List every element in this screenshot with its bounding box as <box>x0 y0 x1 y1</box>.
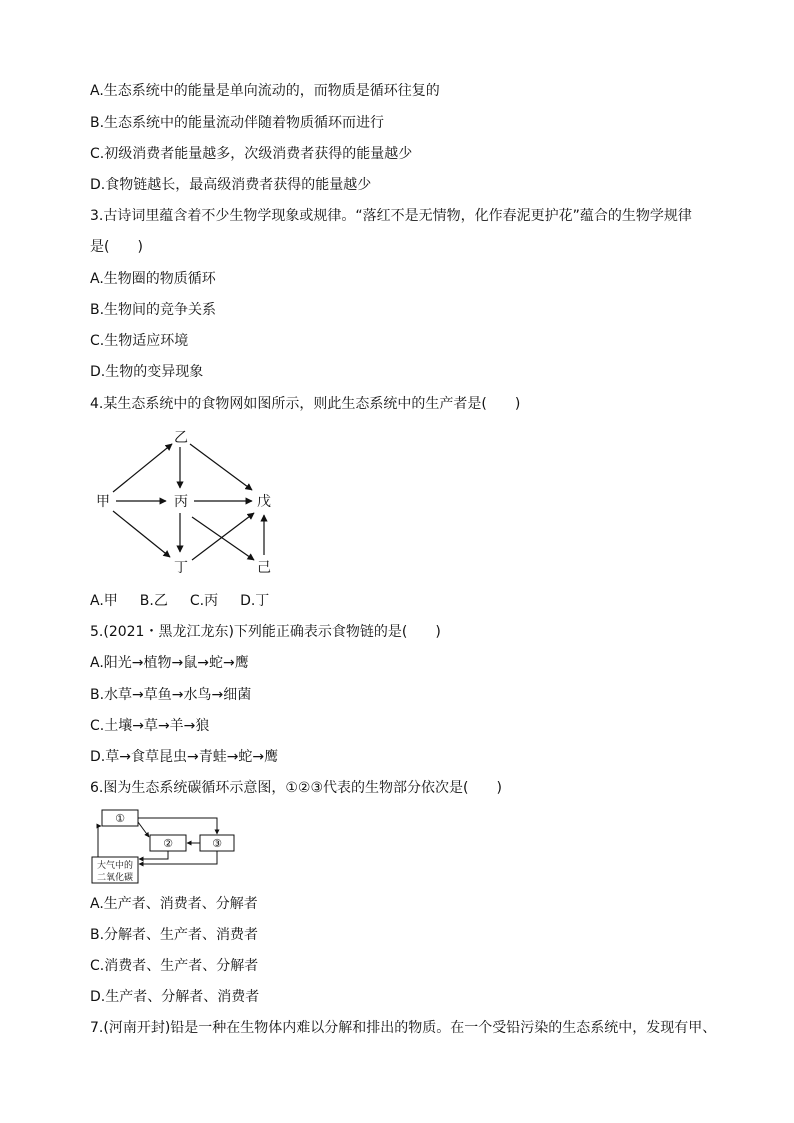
q3-option-a: A.生物圈的物质循环 <box>90 271 216 287</box>
q2-option-b: B.生态系统中的能量流动伴随着物质循环而进行 <box>90 115 385 131</box>
arrow-3-co2 <box>139 851 217 864</box>
node-wu: 戊 <box>257 494 271 510</box>
q5-stem: 5.(2021・黑龙江龙东)下列能正确表示食物链的是( ) <box>90 624 441 640</box>
q4-stem: 4.某生态系统中的食物网如图所示，则此生态系统中的生产者是( ) <box>90 396 521 412</box>
node-yi: 乙 <box>174 430 188 446</box>
q3-stem-line2: 是( ) <box>90 239 143 255</box>
arrow-jia-yi <box>113 444 172 492</box>
q4-option-c: C.丙 <box>189 593 219 609</box>
box-co2-label-line1: 大气中的 <box>96 861 134 871</box>
carbon-cycle-diagram <box>88 804 238 886</box>
q5-option-b: B.水草→草鱼→水鸟→细菌 <box>90 687 252 703</box>
arrow-1-3 <box>138 818 217 834</box>
q2-option-a: A.生态系统中的能量是单向流动的，而物质是循环往复的 <box>90 83 440 99</box>
arrow-yi-wu <box>190 444 252 490</box>
q6-stem: 6.图为生态系统碳循环示意图，①②③代表的生物部分依次是( ) <box>90 780 502 796</box>
q5-option-d: D.草→食草昆虫→青蛙→蛇→鹰 <box>90 749 279 765</box>
q3-stem-line1: 3.古诗词里蕴含着不少生物学现象或规律。“落红不是无情物，化作春泥更护花”蕴合的生物学规律 <box>90 208 692 224</box>
node-jia: 甲 <box>96 494 110 510</box>
arrow-jia-ding <box>113 511 170 557</box>
q2-option-c: C.初级消费者能量越多，次级消费者获得的能量越少 <box>90 146 413 162</box>
node-ding: 丁 <box>174 560 188 576</box>
q3-option-d: D.生物的变异现象 <box>90 364 204 380</box>
box-3-label: ③ <box>212 837 222 850</box>
arrow-co2-1 <box>98 826 101 857</box>
q3-option-c: C.生物适应环境 <box>90 333 189 349</box>
q2-option-d: D.食物链越长，最高级消费者获得的能量越少 <box>90 177 372 193</box>
q6-option-c: C.消费者、生产者、分解者 <box>90 958 259 974</box>
arrow-1-2 <box>138 822 149 837</box>
box-2-label: ② <box>163 837 173 850</box>
q4-option-b: B.乙 <box>139 593 168 609</box>
q6-option-a: A.生产者、消费者、分解者 <box>90 896 258 912</box>
arrow-2-co2 <box>139 851 168 859</box>
q5-option-c: C.土壤→草→羊→狼 <box>90 718 210 734</box>
node-bing: 丙 <box>174 494 188 510</box>
q3-option-b: B.生物间的竞争关系 <box>90 302 217 318</box>
food-web-diagram <box>85 420 295 580</box>
node-ji: 己 <box>257 560 271 576</box>
box-1-label: ① <box>115 812 125 825</box>
q7-stem: 7.(河南开封)铅是一种在生物体内难以分解和排出的物质。在一个受铅污染的生态系统中，发现有甲、 <box>90 1020 717 1036</box>
q4-option-a: A.甲 <box>90 593 118 609</box>
q6-option-d: D.生产者、分解者、消费者 <box>90 989 260 1005</box>
q6-option-b: B.分解者、生产者、消费者 <box>90 927 259 943</box>
q4-option-d: D.丁 <box>240 593 270 609</box>
box-co2-label-line2: 二氧化碳 <box>96 873 134 883</box>
q4-options <box>90 592 291 610</box>
q5-option-a: A.阳光→植物→鼠→蛇→鹰 <box>90 655 249 671</box>
